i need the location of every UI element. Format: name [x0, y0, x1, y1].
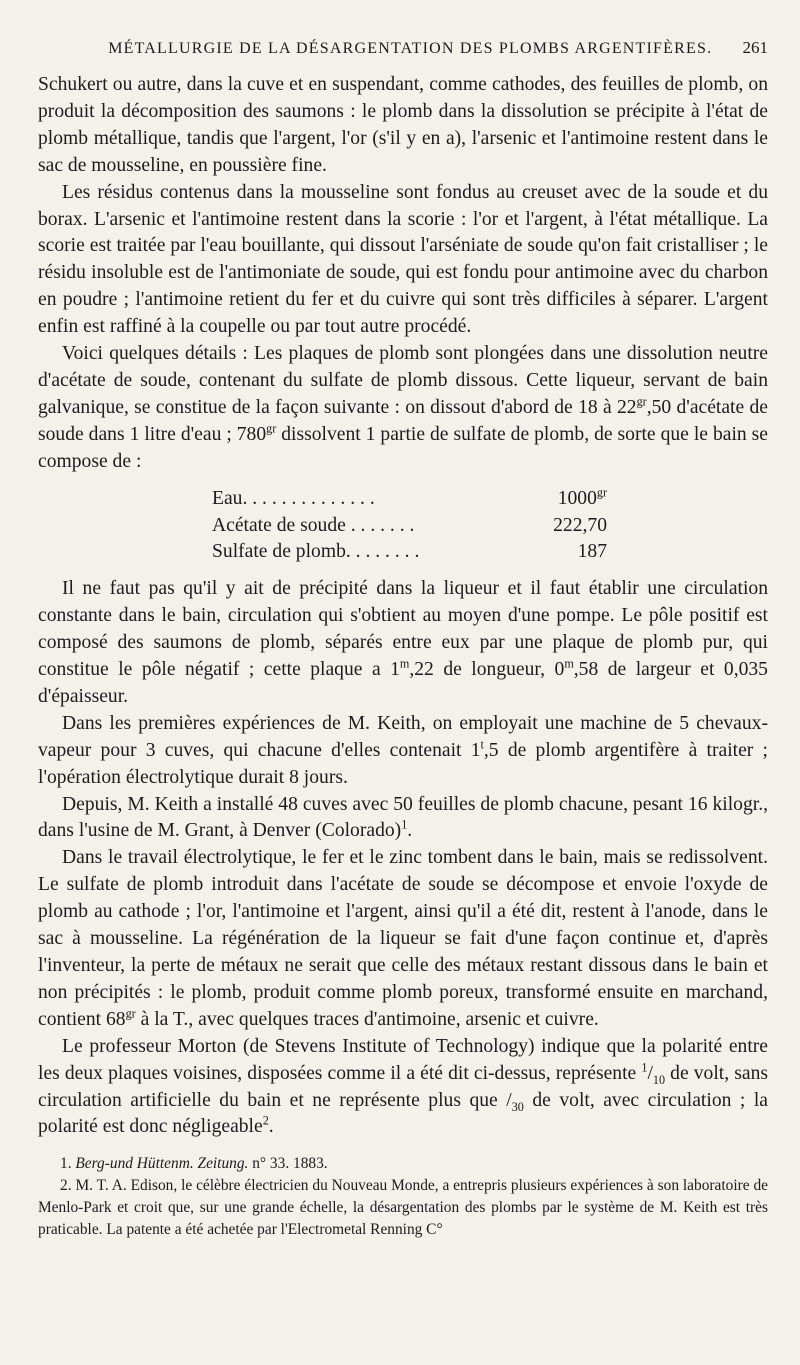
row-value: 187 [577, 541, 607, 563]
text-run: ,50 d'acétate de soude dans 1 litre d'eau ; 780 [38, 396, 769, 445]
fraction-numerator: 1 [641, 1060, 648, 1075]
footnotes [38, 1153, 768, 1241]
table-row [212, 513, 607, 540]
fraction-denominator: 30 [511, 1099, 524, 1114]
footnote: 1. Berg-und Hüttenm. Zeitung. n° 33. 1883. [60, 1155, 328, 1173]
running-header [38, 38, 768, 72]
footnote-ref[interactable]: 2 [262, 1113, 269, 1128]
fraction-denominator: 10 [652, 1072, 666, 1087]
paragraph [38, 341, 768, 476]
row-label: Eau. . . . . . . . . . . . . . [212, 487, 375, 509]
table-row [212, 486, 607, 513]
footnote: 2. M. T. A. Edison, le célèbre électricien du Nouveau Monde, a entrepris plusieurs expériences à son laboratoire de Menlo-Park et croit que, sur une grande échelle, la désargentation des plombs par le système de M. Keith est très praticable. La patente a été achetée par l'Electrometal Renning C° [38, 1177, 768, 1239]
row-label: Sulfate de plomb. . . . . . . . [212, 541, 420, 563]
paragraph: Dans le travail électrolytique, le fer et le zinc tombent dans le bain, mais se redissolvent. Le sulfate de plomb introduit dans l'acétate de soude se décompose et envoie l'oxyde de plomb au cathode ; l'or, l'antimoine et l'argent, ainsi qu'il a été dit, restent à l'anode, dans le sac à mousseline. La régénération de la liqueur se fait d'une façon continue et, d'après l'inventeur, la perte de métaux ne serait que celle des métaux restant dissous dans le bain et non précipités : le plomb, produit comme plomb poreux, transformé ensuite en marchand, contient $68^{gr}$ à la T., avec quelques traces d'antimoine, arsenic et cuivre. [38, 847, 768, 1030]
paragraph: Les résidus contenus dans la mousseline sont fondus au creuset avec de la soude et du borax. L'arsenic et l'antimoine restent dans la scorie : l'or et l'argent, à l'état métallique. La scorie est traitée par l'eau bouillante, qui dissout l'arséniate de soude qu'on fait cristalliser ; le résidu insoluble est de l'antimoniate de soude, qui est fondu pour antimoine avec du charbon en poudre ; l'antimoine retient du fer et du cuivre qui sont très difficiles à séparer. L'argent enfin est raffiné à la coupelle ou par tout autre procédé. [38, 181, 768, 338]
paragraph: Il ne faut pas qu'il y ait de précipité dans la liqueur et il faut établir une circulation constante dans le bain, circulation qui s'obtient au moyen d'une pompe. Le pôle positif est composé des saumons de plomb, séparés entre eux par une plaque de plomb pur, qui constitue le pôle négatif ; cette plaque a 1$^m$,22 de longueur, 0$^m$,58 de largeur et 0,035 d'épaisseur. [38, 578, 768, 707]
superscript: gr [636, 394, 647, 409]
text-run: dissolvent 1 partie de sulfate de plomb, de sorte que le bain se compose de : [38, 423, 768, 472]
table-row [212, 539, 607, 566]
bath-composition-table [212, 486, 607, 567]
paragraph: Depuis, M. Keith a installé 48 cuves avec 50 feuilles de plomb chacune, pesant 16 kilogr., dans l'usine de M. Grant, à Denver (Colorado)$^1$. [38, 793, 768, 842]
body-text [38, 72, 768, 1141]
paragraph: Le professeur Morton (de Stevens Institute of Technology) indique que la polarité entre les deux plaques voisines, disposées comme il a été dit ci-dessus, représente $^1/_{10}$ de volt, sans circulation artificielle du bain et ne représente plus que $/_{30}$ de volt, avec circulation ; la polarité est donc négligeable$^2$. [38, 1035, 769, 1138]
paragraph: Schukert ou autre, dans la cuve et en suspendant, comme cathodes, des feuilles de plomb, on produit la décomposition des saumons : le plomb dans la dissolution se précipite à l'état de plomb métallique, tandis que l'argent, l'or (s'il y en a), l'arsenic et l'antimoine restent dans le sac de mousseline, en poussière fine. [38, 74, 768, 176]
superscript: gr [266, 421, 277, 436]
page-number: 261 [742, 38, 768, 57]
row-value: 222,70 [553, 514, 607, 536]
row-value: $1000^{gr}$ [557, 485, 607, 509]
text-run: Voici quelques détails : Les plaques de plomb sont plongées dans une dissolution neutre d'acétate de soude, contenant du sulfate de plomb dissous. Cette liqueur, servant de bain galvanique, se constitue de la façon suivante : on dissout d'abord de 18 à 22 [38, 343, 768, 418]
row-label: Acétate de soude . . . . . . . [212, 514, 415, 536]
paragraph: Dans les premières expériences de M. Keith, on employait une machine de 5 chevaux-vapeur pour 3 cuves, qui chacune d'elles contenait 1$^t$,5 de plomb argentifère à traiter ; l'opération électrolytique durait 8 jours. [38, 712, 768, 788]
running-title: MÉTALLURGIE DE LA DÉSARGENTATION DES PLOMBS ARGENTIFÈRES. [108, 40, 713, 57]
footnote-ref[interactable]: 1 [401, 817, 408, 832]
